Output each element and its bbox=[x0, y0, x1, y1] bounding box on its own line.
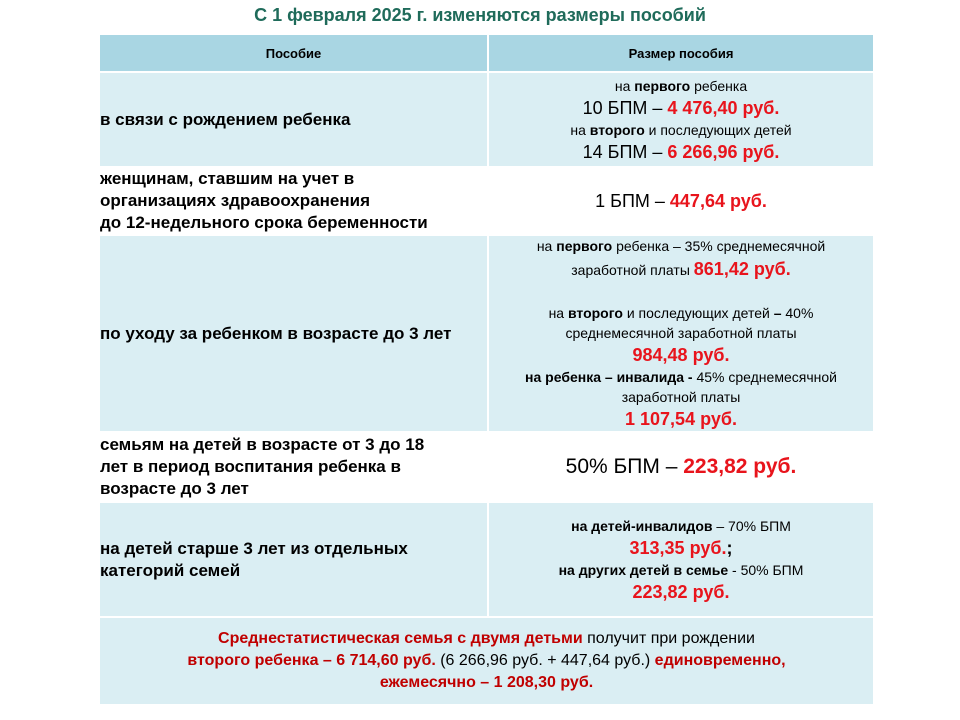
table-row-families bbox=[99, 432, 874, 502]
header-benefit: Пособие bbox=[99, 34, 488, 72]
header-amount: Размер пособия bbox=[488, 34, 874, 72]
table-row-pregnancy bbox=[99, 167, 874, 235]
amount: 223,82 руб. bbox=[683, 455, 797, 478]
row-value: на детей-инвалидов – 70% БПМ 313,35 руб.; на других детей в семье - 50% БПМ 223,82 руб. bbox=[488, 502, 874, 617]
row-value: на первого ребенка – 35% среднемесячной заработной платы 861,42 руб. на второго и последующих детей – 40% среднемесячной заработной платы 984,48 руб. на ребенка – инвалида - 45% среднемесячной заработной платы 1 107,54 руб. bbox=[488, 235, 874, 432]
table-row-summary bbox=[99, 617, 874, 705]
amount: 223,82 руб. bbox=[632, 581, 730, 602]
table-row-categories bbox=[99, 502, 874, 617]
row-label: в связи с рождением ребенка bbox=[99, 72, 488, 167]
amount: 984,48 руб. bbox=[632, 345, 730, 365]
summary-note: Среднестатистическая семья с двумя детьми получит при рождении второго ребенка – 6 714,60 руб. (6 266,96 руб. + 447,64 руб.) единовременно, ежемесячно – 1 208,30 руб. bbox=[99, 617, 874, 705]
row-label: на детей старше 3 лет из отдельных категорий семей bbox=[99, 502, 488, 617]
amount: 313,35 руб. bbox=[629, 537, 727, 558]
row-value: 1 БПМ – 447,64 руб. bbox=[488, 167, 874, 235]
table-row-birth bbox=[99, 72, 874, 167]
row-label: по уходу за ребенком в возрасте до 3 лет bbox=[99, 235, 488, 432]
table-row-childcare bbox=[99, 235, 874, 432]
row-label: семьям на детей в возрасте от 3 до 18 лет в период воспитания ребенка в возрасте до 3 лет bbox=[99, 432, 488, 502]
amount: 861,42 руб. bbox=[693, 259, 791, 279]
amount: 447,64 руб. bbox=[669, 191, 767, 211]
row-value: на первого ребенка 10 БПМ – 4 476,40 руб. на второго и последующих детей 14 БПМ – 6 266,96 руб. bbox=[488, 72, 874, 167]
benefits-table bbox=[98, 33, 875, 706]
amount: 4 476,40 руб. bbox=[667, 97, 780, 118]
row-value: 50% БПМ – 223,82 руб. bbox=[488, 432, 874, 502]
amount: 6 266,96 руб. bbox=[667, 141, 780, 162]
amount: 1 107,54 руб. bbox=[625, 409, 737, 429]
row-label: женщинам, ставшим на учет в организациях здравоохранения до 12-недельного срока беременности bbox=[99, 167, 488, 235]
page-title: С 1 февраля 2025 г. изменяются размеры пособий bbox=[254, 5, 706, 25]
table-header-row bbox=[99, 34, 874, 72]
